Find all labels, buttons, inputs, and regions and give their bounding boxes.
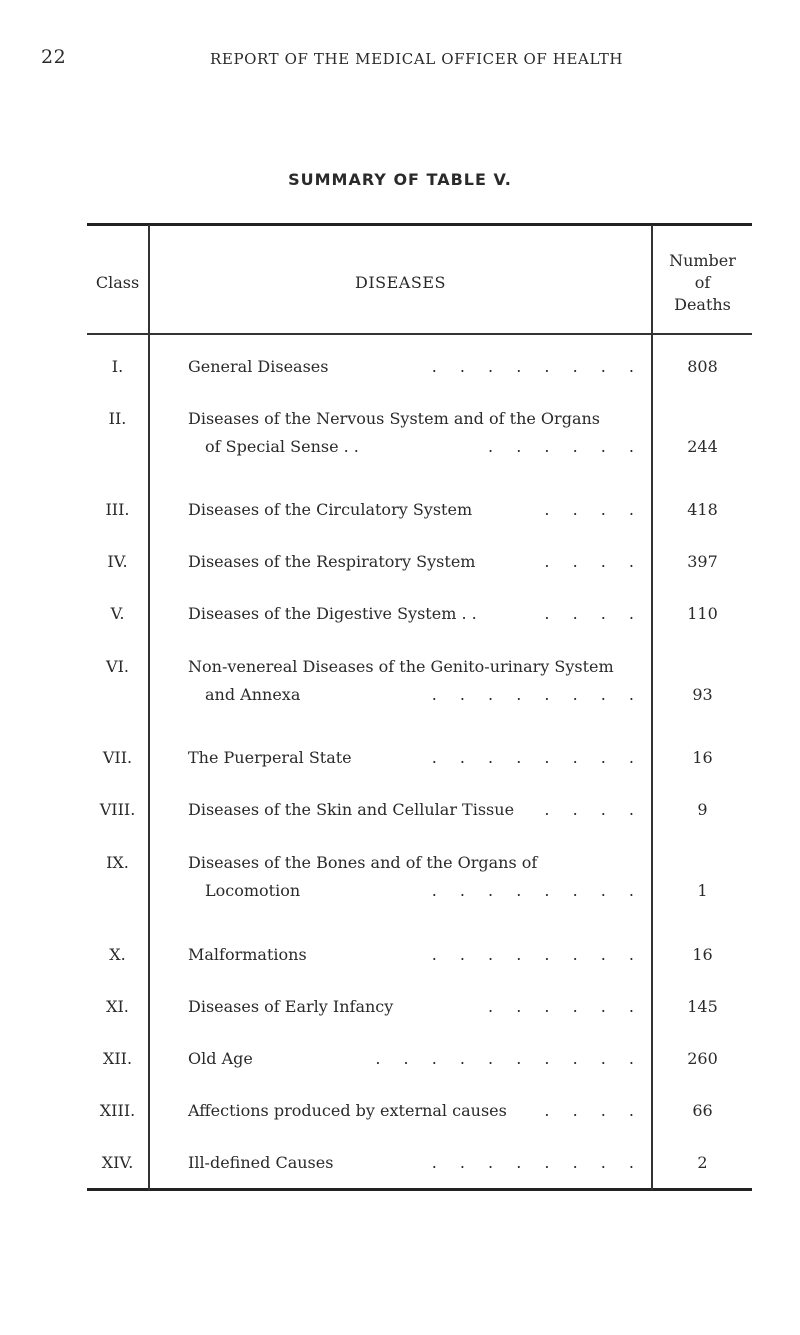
row-class-numeral: V. [110, 604, 125, 623]
header-deaths [653, 250, 752, 316]
row-class-numeral: I. [111, 357, 124, 376]
row-disease-name [188, 353, 643, 381]
row-disease-name [188, 405, 643, 461]
row-disease-line1: Old Age [188, 1049, 253, 1068]
row-disease-line1: Diseases of the Skin and Cellular Tissue [188, 800, 515, 819]
row-class-numeral: VII. [102, 748, 133, 767]
header-diseases: DISEASES [355, 273, 446, 292]
row-class-numeral: XI. [106, 997, 129, 1016]
row-class-numeral: III. [105, 500, 130, 519]
column-divider-class [148, 225, 150, 1190]
row-leader-dots: . . . . . . . . [431, 881, 643, 900]
header-deaths-line2: of [694, 273, 711, 292]
running-head: REPORT OF THE MEDICAL OFFICER OF HEALTH [210, 50, 624, 68]
page-number: 22 [41, 46, 67, 68]
row-class-numeral: X. [109, 945, 126, 964]
row-disease-name [188, 653, 643, 709]
row-disease-line1: Diseases of the Bones and of the Organs of [188, 853, 538, 872]
row-leader-dots: . . . . [544, 604, 643, 623]
row-leader-dots: . . . . [544, 552, 643, 571]
row-death-count: 66 [692, 1101, 713, 1120]
row-disease-line1: Malformations [188, 945, 307, 964]
row-class-numeral: IV. [107, 552, 128, 571]
row-disease-name [188, 496, 643, 524]
header-deaths-line3: Deaths [674, 295, 731, 314]
row-disease-name [188, 1045, 643, 1073]
row-class-numeral: XIII. [99, 1101, 136, 1120]
row-leader-dots: . . . . [544, 500, 643, 519]
row-death-count: 418 [687, 500, 718, 519]
row-disease-line1: Diseases of the Digestive System . . [188, 604, 477, 623]
row-death-count: 244 [687, 437, 718, 456]
row-class-numeral: II. [108, 409, 127, 428]
table-title: SUMMARY OF TABLE V. [288, 170, 512, 189]
row-leader-dots: . . . . . . . . [431, 945, 643, 964]
row-leader-dots: . . . . . . [488, 437, 643, 456]
row-disease-name [188, 600, 643, 628]
row-class-numeral: VI. [106, 657, 129, 676]
row-disease-line1: Diseases of Early Infancy [188, 997, 394, 1016]
row-leader-dots: . . . . . . . . . . [375, 1049, 643, 1068]
row-disease-line1: Diseases of the Respiratory System [188, 552, 476, 571]
row-disease-line2: Locomotion [205, 881, 301, 900]
header-class: Class [95, 273, 140, 292]
row-leader-dots: . . . . . . [488, 997, 643, 1016]
row-death-count: 16 [692, 945, 713, 964]
row-death-count: 808 [687, 357, 718, 376]
row-death-count: 145 [687, 997, 718, 1016]
row-death-count: 93 [692, 685, 713, 704]
row-disease-line2: of Special Sense . . [205, 437, 359, 456]
row-death-count: 2 [697, 1153, 708, 1172]
row-disease-line1: Ill-defined Causes [188, 1153, 334, 1172]
row-disease-name [188, 849, 643, 905]
row-disease-line1: General Diseases [188, 357, 329, 376]
row-class-numeral: XII. [102, 1049, 133, 1068]
row-disease-name [188, 941, 643, 969]
row-leader-dots: . . . . [544, 800, 643, 819]
row-disease-line1: The Puerperal State [188, 748, 352, 767]
row-disease-name [188, 744, 643, 772]
row-death-count: 397 [687, 552, 718, 571]
row-disease-name [188, 548, 643, 576]
row-leader-dots: . . . . [544, 1101, 643, 1120]
row-class-numeral: XIV. [101, 1153, 134, 1172]
row-leader-dots: . . . . . . . . [431, 357, 643, 376]
row-leader-dots: . . . . . . . . [431, 748, 643, 767]
row-disease-name [188, 993, 643, 1021]
row-leader-dots: . . . . . . . . [431, 685, 643, 704]
row-disease-name [188, 796, 643, 824]
row-death-count: 260 [687, 1049, 718, 1068]
row-disease-name [188, 1097, 643, 1125]
row-death-count: 110 [687, 604, 718, 623]
row-death-count: 1 [697, 881, 708, 900]
row-disease-line1: Non-venereal Diseases of the Genito-urinary System [188, 657, 614, 676]
header-deaths-line1: Number [669, 251, 736, 270]
row-disease-line2: and Annexa [205, 685, 301, 704]
row-death-count: 9 [697, 800, 708, 819]
row-disease-line1: Diseases of the Nervous System and of the Organs [188, 409, 600, 428]
row-death-count: 16 [692, 748, 713, 767]
row-disease-line1: Affections produced by external causes [188, 1101, 507, 1120]
row-disease-line1: Diseases of the Circulatory System [188, 500, 473, 519]
row-disease-name [188, 1149, 643, 1177]
row-leader-dots: . . . . . . . . [431, 1153, 643, 1172]
row-class-numeral: IX. [106, 853, 129, 872]
row-class-numeral: VIII. [99, 800, 136, 819]
